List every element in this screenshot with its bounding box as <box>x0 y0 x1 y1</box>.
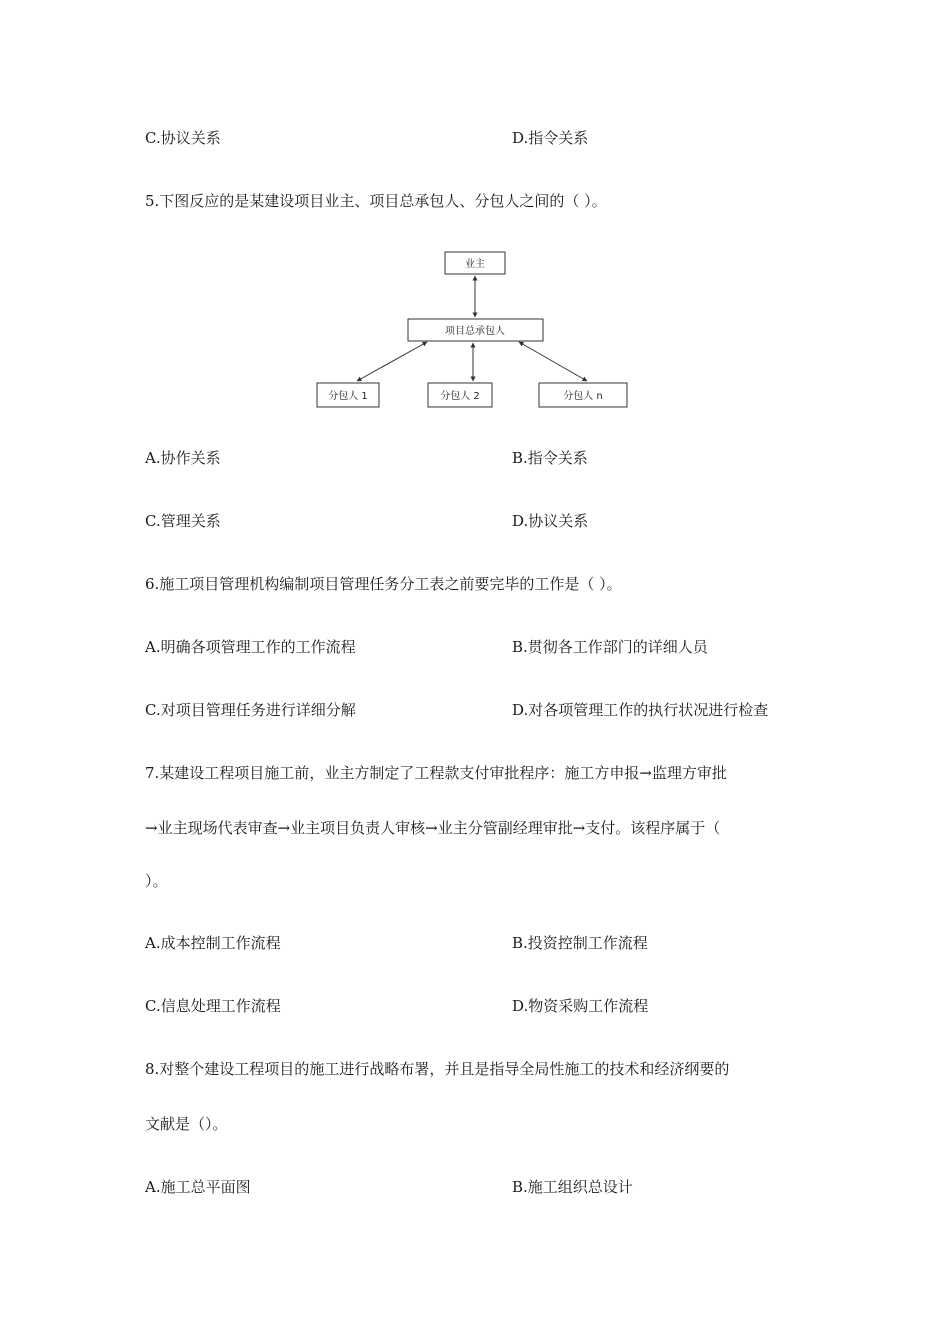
q7-option-b: B.投资控制工作流程 <box>512 934 648 952</box>
q5-stem: 5.下图反应的是某建设项目业主、项目总承包人、分包人之间的（ ）。 <box>145 192 607 210</box>
subcontractor-1-box <box>317 383 379 407</box>
general-contractor-box <box>408 319 543 341</box>
org-relationship-diagram <box>305 246 645 416</box>
q8-option-b: B.施工组织总设计 <box>512 1178 633 1196</box>
q6-option-b: B.贯彻各工作部门的详细人员 <box>512 638 708 656</box>
subcontractor-n-label: 分包人 n <box>563 391 603 402</box>
general-contractor-label: 项目总承包人 <box>445 326 505 337</box>
q8-option-a: A.施工总平面图 <box>145 1178 251 1196</box>
q7-option-d: D.物资采购工作流程 <box>512 997 649 1015</box>
owner-label: 业主 <box>465 259 485 270</box>
q8-stem-line2: 文献是（）。 <box>145 1115 228 1133</box>
arrow-contractor-subn <box>519 342 587 381</box>
q5-option-a: A.协作关系 <box>145 449 221 467</box>
q7-stem-line1: 7.某建设工程项目施工前，业主方制定了工程款支付审批程序：施工方申报→监理方审批 <box>145 764 727 782</box>
subcontractor-2-box <box>428 383 492 407</box>
q4-option-c: C.协议关系 <box>145 129 221 147</box>
q6-option-d: D.对各项管理工作的执行状况进行检查 <box>512 701 769 719</box>
q7-stem-line2: →业主现场代表审查→业主项目负责人审核→业主分管副经理审批→支付。该程序属于（ <box>145 819 721 837</box>
q6-option-a: A.明确各项管理工作的工作流程 <box>145 638 356 656</box>
q8-stem-line1: 8.对整个建设工程项目的施工进行战略布署，并且是指导全局性施工的技术和经济纲要的 <box>145 1060 730 1078</box>
q6-stem: 6.施工项目管理机构编制项目管理任务分工表之前要完毕的工作是（ ）。 <box>145 575 622 593</box>
owner-box <box>445 252 505 274</box>
q4-option-d: D.指令关系 <box>512 129 589 147</box>
q6-option-c: C.对项目管理任务进行详细分解 <box>145 701 356 719</box>
q7-option-a: A.成本控制工作流程 <box>145 934 281 952</box>
q7-stem-line3: ）。 <box>145 872 168 890</box>
q5-option-c: C.管理关系 <box>145 512 221 530</box>
q7-option-c: C.信息处理工作流程 <box>145 997 281 1015</box>
subcontractor-n-box <box>539 383 627 407</box>
subcontractor-1-label: 分包人 1 <box>328 391 368 402</box>
q5-option-d: D.协议关系 <box>512 512 589 530</box>
arrow-contractor-sub1 <box>357 342 427 381</box>
subcontractor-2-label: 分包人 2 <box>440 391 480 402</box>
q5-option-b: B.指令关系 <box>512 449 588 467</box>
